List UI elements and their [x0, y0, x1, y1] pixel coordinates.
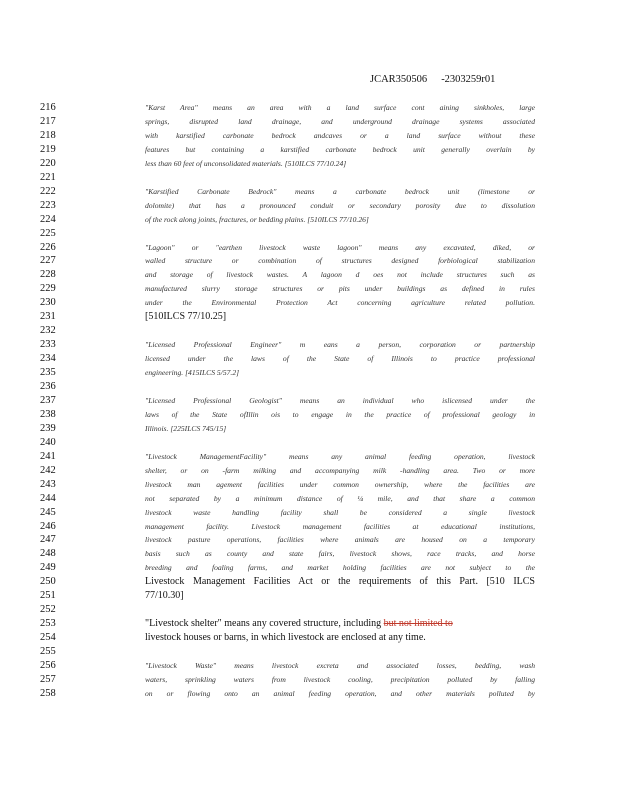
struck-text: but not limited to — [383, 618, 453, 630]
line-number: 234 — [40, 353, 56, 365]
line-text-content: under the Environmental Protection Act concerning agriculture related pollution. — [145, 298, 535, 308]
line-text-content: laws of the State ofIllin ois to engage in the practice of professional geology in — [145, 409, 535, 419]
line-text — [145, 492, 535, 505]
line-number: 239 — [40, 422, 56, 434]
line-text-content: "Licensed Professional Engineer" m eans a person, corporation or partnership — [145, 340, 535, 350]
text-line — [0, 324, 618, 337]
line-text — [145, 547, 535, 560]
line-text-content: livestock waste handling facility shall be considered a single livestock — [145, 507, 535, 517]
line-text-content: breeding and foaling farms, and market holding facilities are not subject to the — [145, 563, 535, 573]
line-text-content: Livestock Management Facilities Act or the requirements of this Part. [510 ILCS — [145, 576, 535, 588]
document-version: -2303259r01 — [441, 74, 496, 85]
text-line — [0, 478, 618, 491]
line-text — [145, 631, 535, 644]
text-line — [0, 408, 618, 421]
line-number: 248 — [40, 548, 56, 560]
line-number: 230 — [40, 297, 56, 309]
text-line — [0, 645, 618, 658]
text-line — [0, 506, 618, 519]
line-text-content: "Livestock ManagementFacility" means any animal feeding operation, livestock — [145, 451, 535, 461]
line-number: 258 — [40, 687, 56, 699]
text-line — [0, 464, 618, 477]
text-line — [0, 115, 618, 128]
text-line — [0, 603, 618, 616]
line-text — [145, 310, 535, 323]
line-text — [145, 394, 535, 407]
line-text-content: "Lagoon" or "earthen livestock waste lagoon" means any excavated, diked, or — [145, 242, 535, 252]
line-text-content: "Karst Area" means an area with a land surface cont aining sinkholes, large — [145, 103, 535, 112]
line-text-content: "Karstified Carbonate Bedrock" means a carbonate bedrock unit (limestone or — [145, 186, 535, 196]
line-number: 226 — [40, 241, 56, 253]
line-text — [145, 268, 535, 281]
line-text — [145, 533, 535, 546]
text-line — [0, 659, 618, 672]
line-text-content: [510ILCS 77/10.25] — [145, 311, 227, 323]
line-number: 236 — [40, 381, 56, 392]
text-line — [0, 213, 618, 226]
text-line — [0, 533, 618, 546]
line-number: 252 — [40, 604, 56, 616]
line-text — [145, 352, 535, 365]
text-line — [0, 199, 618, 212]
line-text — [145, 589, 535, 602]
text-line — [0, 394, 618, 407]
line-text — [145, 282, 535, 295]
text-line — [0, 171, 618, 184]
line-number: 235 — [40, 367, 56, 379]
line-text — [145, 366, 535, 379]
line-text-content: on or flowing onto an animal feeding operation, and other materials polluted by — [145, 688, 535, 698]
text-line — [0, 129, 618, 142]
line-text — [145, 575, 535, 588]
line-text-content: shelter, or on -farm milking and accompanying milk -handling area. Two or more — [145, 465, 535, 475]
line-text — [145, 129, 535, 142]
line-text — [145, 241, 535, 254]
text-line — [0, 422, 618, 435]
line-text — [145, 464, 535, 477]
line-text-content: engineering. [415ILCS 5/57.2] — [145, 368, 240, 378]
text-line — [0, 450, 618, 463]
text-line — [0, 589, 618, 602]
line-number: 225 — [40, 227, 56, 239]
line-number: 244 — [40, 492, 56, 504]
line-text — [145, 422, 535, 435]
line-text — [145, 687, 535, 700]
text-line — [0, 352, 618, 365]
line-text — [145, 101, 535, 114]
text-line — [0, 520, 618, 533]
line-number: 247 — [40, 534, 56, 546]
line-number: 222 — [40, 185, 56, 197]
line-text-content: Illinois. [225ILCS 745/15] — [145, 423, 227, 433]
text-line — [0, 143, 618, 156]
line-text-content: "Livestock Waste" means livestock excreta and associated losses, bedding, wash — [145, 661, 535, 670]
line-text-content: livestock man agement facilities under common ownership, where the facilities are — [145, 479, 535, 489]
line-text-content: "Licensed Professional Geologist" means an individual who islicensed under the — [145, 395, 535, 405]
line-text-content: management facility. Livestock management facilities at educational institutions, — [145, 521, 535, 531]
line-text-content: livestock houses or barns, in which livestock are enclosed at any time. — [145, 632, 426, 644]
line-number: 233 — [40, 339, 56, 351]
text-line — [0, 687, 618, 700]
line-text — [145, 617, 535, 630]
text-line — [0, 310, 618, 323]
line-text — [145, 143, 535, 156]
line-number: 238 — [40, 408, 56, 420]
line-text-content: livestock pasture operations, facilities where animals are housed on a temporary — [145, 535, 535, 545]
line-number: 232 — [40, 325, 56, 337]
line-text — [145, 561, 535, 574]
document-header — [370, 74, 495, 85]
line-number: 231 — [40, 311, 56, 323]
line-number: 218 — [40, 129, 56, 141]
line-text-content: "Livestock shelter" means any covered structure, including — [145, 618, 382, 630]
line-text — [145, 450, 535, 463]
line-text-content: not separated by a minimum distance of ¼ mile, and that share a common — [145, 493, 535, 503]
line-text — [145, 296, 535, 309]
line-text-content: with karstified carbonate bedrock andcaves or a land surface without these — [145, 130, 535, 140]
line-number: 246 — [40, 520, 56, 532]
text-line — [0, 617, 618, 630]
line-number: 242 — [40, 464, 56, 476]
line-number: 223 — [40, 199, 56, 211]
line-text-content: less than 60 feet of unconsolidated materials. [510ILCS 77/10.24] — [145, 158, 347, 168]
line-text — [145, 673, 535, 686]
text-line — [0, 282, 618, 295]
line-text-content: walled structure or combination of structures designed forbiological stabilization — [145, 256, 535, 266]
line-number: 237 — [40, 394, 56, 406]
line-text — [145, 199, 535, 212]
line-text-content: springs, disrupted land drainage, and underground drainage systems associated — [145, 116, 535, 126]
line-number: 224 — [40, 213, 56, 225]
line-text-content: waters, sprinkling waters from livestock cooling, precipitation polluted by falling — [145, 674, 535, 684]
line-text — [145, 213, 535, 226]
line-number: 216 — [40, 102, 56, 113]
line-number: 229 — [40, 283, 56, 295]
line-number: 221 — [40, 171, 56, 183]
line-number: 217 — [40, 115, 56, 127]
line-text — [145, 659, 535, 672]
line-text — [145, 254, 535, 267]
text-line — [0, 380, 618, 393]
line-text-content: features but containing a karstified carbonate bedrock unit generally overlain by — [145, 144, 535, 154]
text-line — [0, 492, 618, 505]
line-number: 256 — [40, 660, 56, 671]
text-line — [0, 547, 618, 560]
line-number: 253 — [40, 618, 56, 630]
text-line — [0, 241, 618, 254]
line-text-content: of the rock along joints, fractures, or bedding plains. [510ILCS 77/10.26] — [145, 214, 369, 224]
text-line — [0, 157, 618, 170]
line-text — [145, 185, 535, 198]
line-text — [145, 157, 535, 170]
line-text-content: licensed under the laws of the State of Illinois to practice professional — [145, 354, 535, 364]
text-line — [0, 338, 618, 351]
line-text — [145, 338, 535, 351]
text-line — [0, 561, 618, 574]
text-line — [0, 185, 618, 198]
line-number: 241 — [40, 450, 56, 462]
line-number: 249 — [40, 562, 56, 574]
line-number: 220 — [40, 157, 56, 169]
line-text — [145, 520, 535, 533]
line-number: 245 — [40, 506, 56, 518]
line-number: 257 — [40, 673, 56, 685]
line-number: 255 — [40, 646, 56, 658]
line-number: 240 — [40, 436, 56, 448]
line-text — [145, 478, 535, 491]
text-line — [0, 268, 618, 281]
text-line — [0, 436, 618, 449]
line-number: 243 — [40, 478, 56, 490]
text-line — [0, 366, 618, 379]
line-number: 227 — [40, 255, 56, 267]
text-line — [0, 254, 618, 267]
line-text-content: basis such as county and state fairs, livestock shows, race tracks, and horse — [145, 549, 535, 559]
document-id: JCAR350506 — [370, 74, 428, 85]
line-number: 219 — [40, 143, 56, 155]
line-text-content: 77/10.30] — [145, 590, 184, 602]
line-text-content: dolomite) that has a pronounced conduit or secondary porosity due to dissolution — [145, 200, 535, 210]
text-line — [0, 296, 618, 309]
text-line — [0, 227, 618, 240]
line-text — [145, 408, 535, 421]
text-line — [0, 101, 618, 114]
line-number: 250 — [40, 576, 56, 588]
text-line — [0, 673, 618, 686]
line-number: 251 — [40, 590, 56, 602]
line-text-content: manufactured slurry storage structures or pits under buildings as defined in rules — [145, 284, 535, 294]
line-text — [145, 115, 535, 128]
line-text — [145, 506, 535, 519]
text-line — [0, 575, 618, 588]
line-number: 228 — [40, 269, 56, 281]
line-text-content: and storage of livestock wastes. A lagoon d oes not include structures such as — [145, 270, 535, 280]
text-line — [0, 631, 618, 644]
line-number: 254 — [40, 632, 56, 644]
